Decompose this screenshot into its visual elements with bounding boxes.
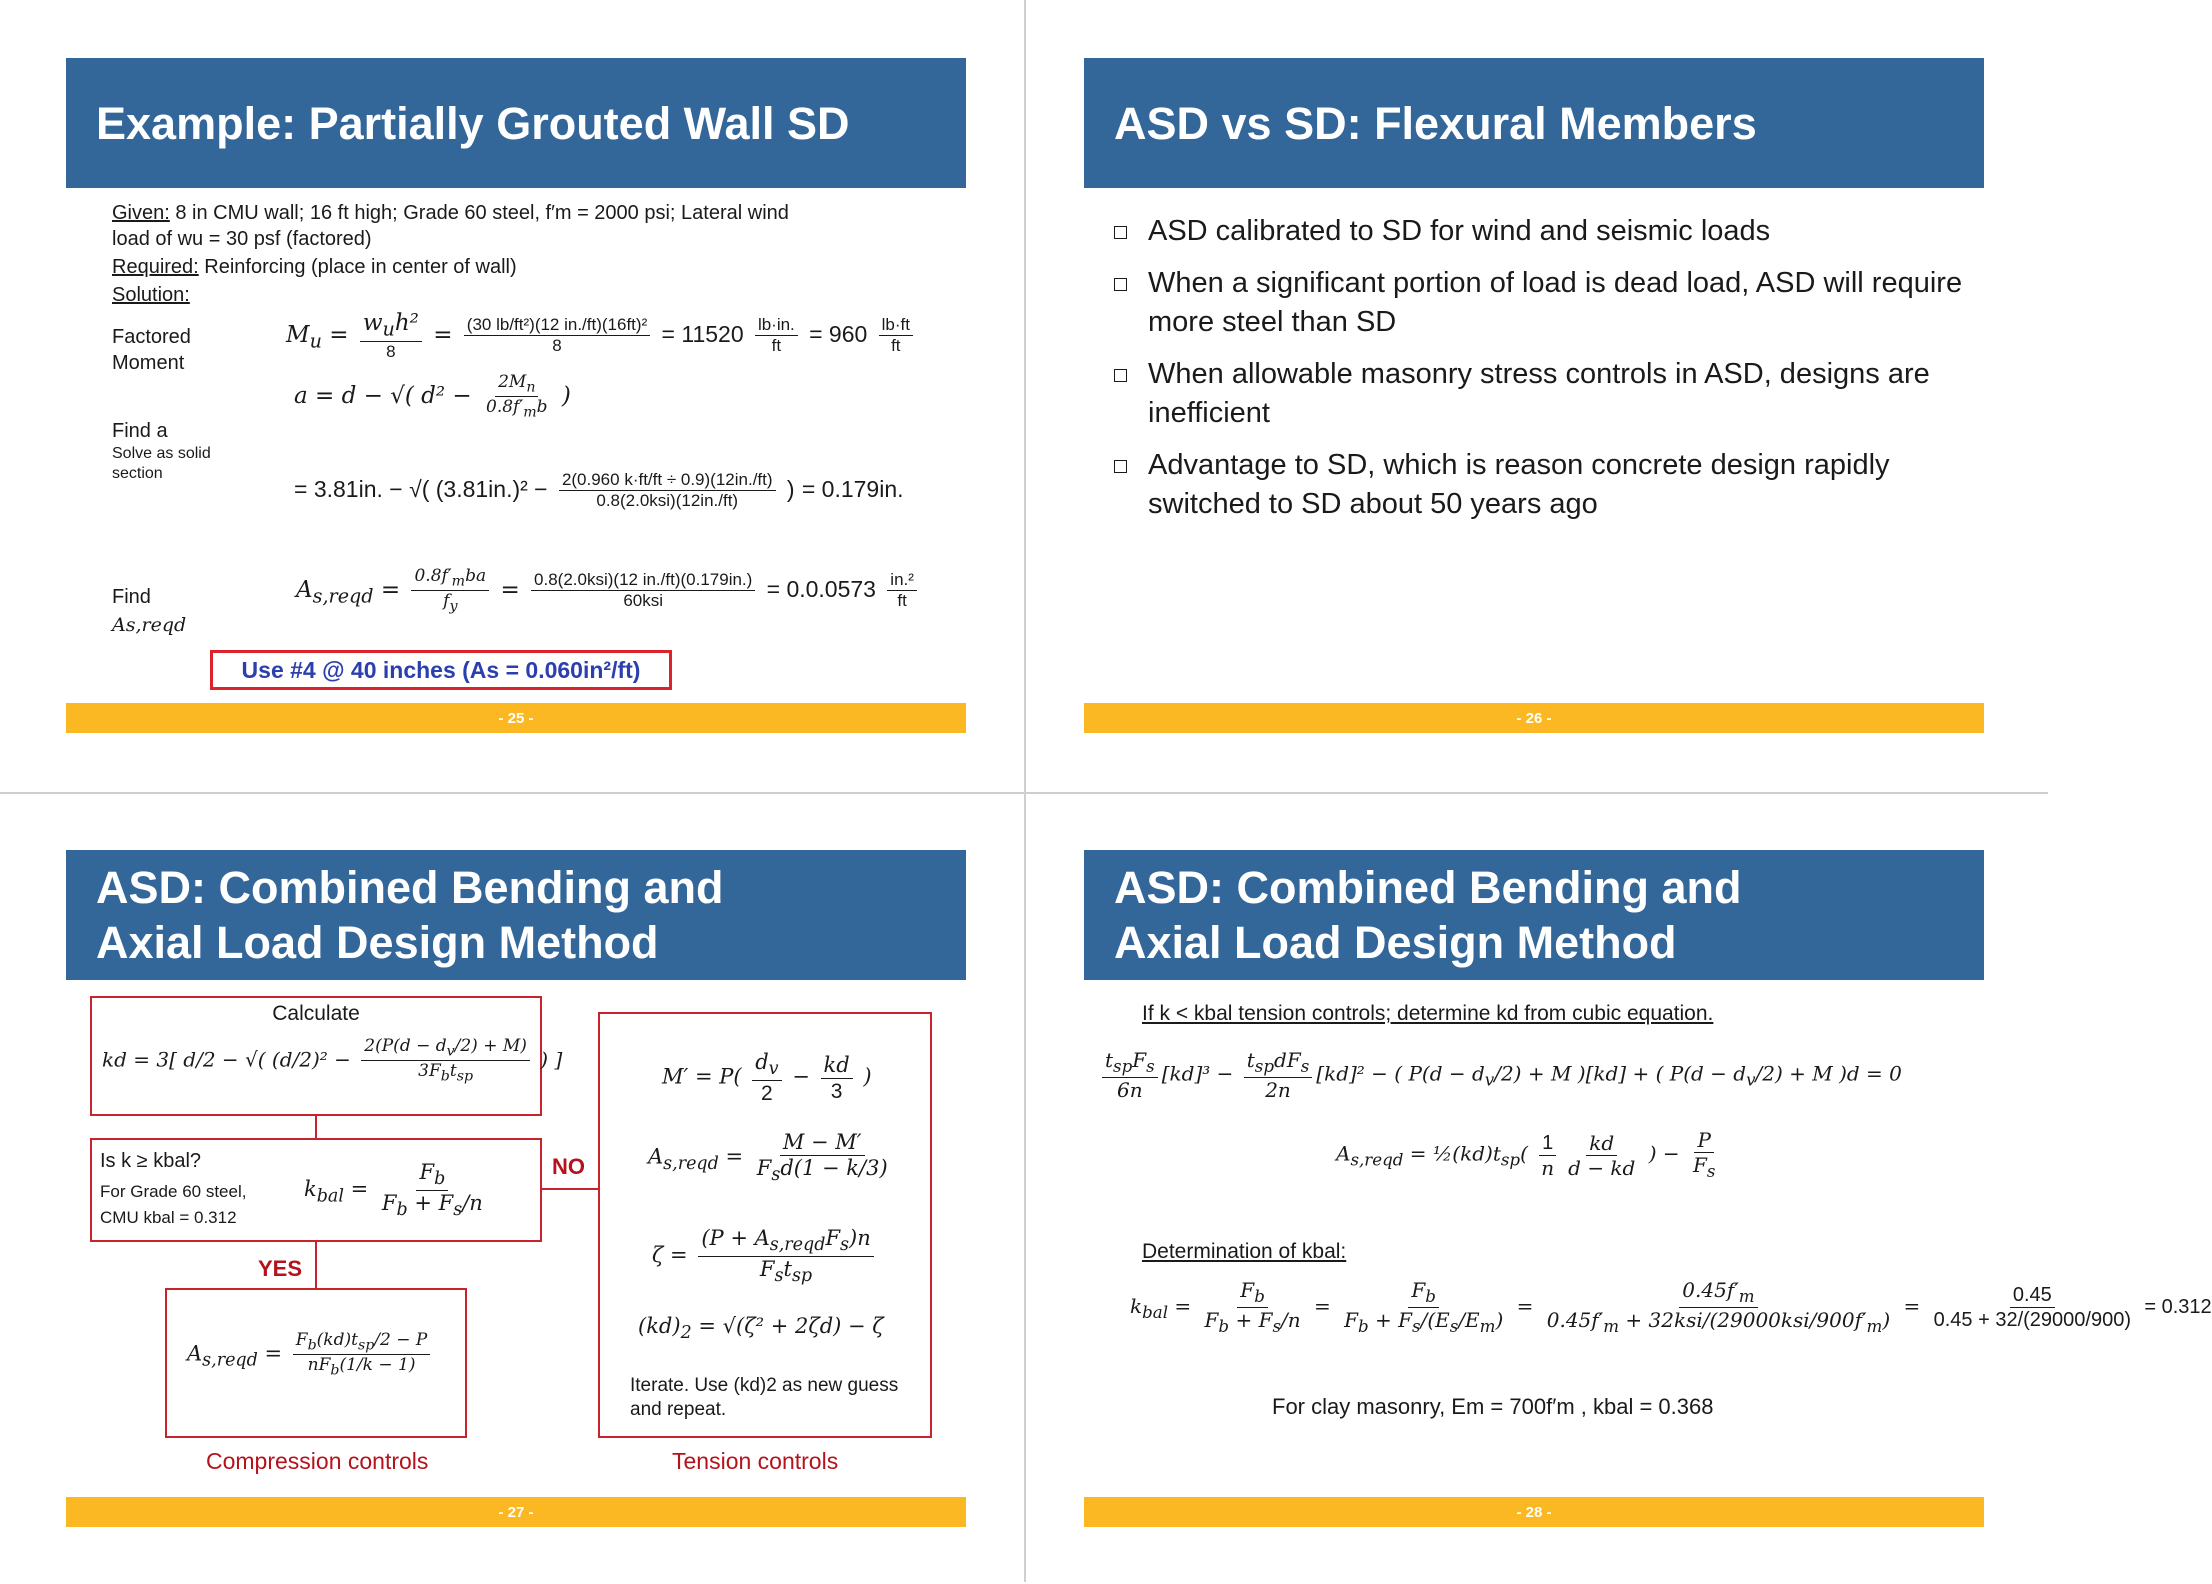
slide-25 [0, 0, 1022, 790]
check-box [90, 1138, 542, 1242]
cubic-equation: $\frac{t_{sp}F_s}{6n}$ [kd]³ − $\frac{t_{sp}dF_s}{2n}$ [kd]² − ( $P(d - d_v/2) + M$ )[kd] + ( $P(d - d_v/2) + M$ )d = 0 [1098, 1048, 1902, 1102]
m-prime-equation: M′ = P( $\frac{d_v}{2}$ − $\frac{kd}{3}$ ) [662, 1050, 872, 1106]
bullet-item [1110, 446, 1990, 524]
required-label: Required: [112, 256, 199, 278]
a-equation: a = d − √( d² − $\frac{2M_n}{0.8f'_mb}$ ) [294, 372, 571, 421]
mu-equation: $M_u$ = $\frac{w_uh^2}{8}$ = $\frac{\text{(30 lb/ft²)(12 in./ft)(16ft)²}}{8}$ = 11520 $\frac{lb\cdot in.}{ft}$ = 960 $\frac{lb\cdot ft}{ft}$ [286, 310, 917, 362]
solve-note: Solve as solid section [112, 445, 211, 482]
given-text-2: load of wu = 30 psf (factored) [112, 228, 372, 250]
kbal-result: = 0.312 [2144, 1296, 2212, 1318]
bullet-item [1110, 212, 1990, 251]
arrow-down-1 [315, 1116, 317, 1138]
as-cubic-equation: $A_{s,reqd}$ = $\frac{1}{2}(kd)t_{sp}$( $\frac{1}{n}$ $\frac{kd}{d - kd}$ ) − $\frac{P}{F_s}$ [1336, 1128, 1716, 1181]
as-tension-equation: $A_{s,reqd}$ = $\frac{M - M'}{F_sd(1 - k/3)}$ [648, 1130, 888, 1186]
compression-caption: Compression controls [206, 1448, 429, 1474]
arrow-right [542, 1188, 598, 1190]
as-reqd-label: As,reqd [112, 614, 187, 636]
answer-box: Use #4 @ 40 inches (As = 0.060in²/ft) [210, 650, 672, 690]
factored-moment-label: Factored Moment [112, 326, 191, 374]
given-line [112, 200, 912, 226]
page-number: - 25 - [66, 703, 966, 733]
required-text: Reinforcing (place in center of wall) [204, 256, 517, 278]
no-label: NO [552, 1154, 585, 1179]
kd-equation: kd = 3[ d/2 − √( (d/2)² − $\frac{2(P(d - d_v/2) + M)}{3F_bt_{sp}}$ ) ] [102, 1036, 563, 1085]
check-note-2: CMU kbal = 0.312 [100, 1208, 237, 1227]
check-question: Is k ≥ kbal? [100, 1150, 202, 1172]
a-result: = 0.179in. [801, 475, 904, 502]
as-equation: $A_{s,reqd}$ = $\frac{0.8f'_mba}{f_y}$ = $\frac{\text{0.8(2.0ksi)(12 in./ft)(0.179in.)}}{\text{60ksi}}$ = 0.0.0573 $\frac{\text{in.²}}{ft}$ [296, 566, 921, 616]
find-a-label: Find a [112, 420, 168, 442]
iterate-note: Iterate. Use (kd)2 as new guess and repeat. [630, 1375, 899, 1420]
slide-title: ASD vs SD: Flexural Members [1084, 58, 1984, 188]
zeta-equation: ζ = $\frac{(P + A_{s,reqd}F_s)n}{F_st_{sp}}$ [652, 1226, 878, 1287]
as-result: = 0.0.0573 [766, 575, 876, 602]
bullet-text: Advantage to SD, which is reason concrete design rapidly switched to SD about 50 years ago [1148, 449, 1890, 520]
clay-note: For clay masonry, Em = 700f′m , kbal = 0.368 [1272, 1394, 1714, 1419]
bullet-text: ASD calibrated to SD for wind and seismic loads [1148, 215, 1771, 247]
bullet-item [1110, 264, 1990, 342]
calculate-box [90, 996, 563, 1116]
bullet-list [1110, 212, 1990, 537]
solution-label: Solution: [112, 284, 190, 306]
bullet-text: When a significant portion of load is dead load, ASD will require more steel than SD [1148, 267, 1963, 338]
cubic-heading: If k < kbal tension controls; determine kd from cubic equation. [1142, 1002, 1714, 1025]
calculate-label: Calculate [272, 1002, 360, 1025]
check-note-1: For Grade 60 steel, [100, 1182, 247, 1201]
given-label: Given: [112, 202, 170, 224]
page-number: - 26 - [1084, 703, 1984, 733]
kd2-equation: $(kd)_2 = √(\zeta^2 + 2\zeta d) - \zeta$ [638, 1314, 884, 1344]
required-line [112, 254, 517, 280]
kbal-heading: Determination of kbal: [1142, 1240, 1347, 1263]
bullet-text: When allowable masonry stress controls in ASD, designs are inefficient [1148, 358, 1930, 429]
checkbox-bullet-icon [1114, 369, 1127, 382]
slide-title: Example: Partially Grouted Wall SD [66, 58, 966, 188]
tension-box [598, 1012, 932, 1438]
checkbox-bullet-icon [1114, 278, 1127, 291]
compression-box [165, 1288, 467, 1438]
yes-label: YES [258, 1256, 303, 1281]
title-line-2: Axial Load Design Method [1114, 917, 1677, 968]
given-text: 8 in CMU wall; 16 ft high; Grade 60 steel, f′m = 2000 psi; Lateral wind [175, 202, 789, 224]
title-line-1: ASD: Combined Bending and [96, 862, 724, 913]
bullet-item [1110, 355, 1990, 433]
arrow-down-2 [315, 1242, 317, 1288]
a-substitution: = 3.81in. − √( (3.81in.)² − $\frac{2(0.960 k\cdot ft/ft \div 0.9)(12in./ft)}{\text{0.8(2.0ksi)(12in./ft)}}$ ) = 0.179in. [294, 470, 904, 511]
find-as-label: Find [112, 586, 151, 608]
slide-title [66, 850, 966, 980]
compression-equation: $A_{s,reqd}$ = $\frac{F_b(kd)t_{sp}/2 - P}{nF_b(1/k - 1)}$ [187, 1330, 434, 1380]
kbal-equation: $k_{bal}$ = $\frac{F_b}{F_b + F_s/n}$ [304, 1160, 483, 1221]
page-number: - 28 - [1084, 1497, 1984, 1527]
tension-caption: Tension controls [672, 1448, 839, 1474]
slide-27 [0, 794, 1022, 1584]
checkbox-bullet-icon [1114, 460, 1127, 473]
slide-28 [1026, 794, 2212, 1584]
checkbox-bullet-icon [1114, 226, 1127, 239]
title-line-2: Axial Load Design Method [96, 917, 659, 968]
title-line-1: ASD: Combined Bending and [1114, 862, 1742, 913]
mu-result: = 11520 [661, 320, 744, 347]
slide-title [1084, 850, 1984, 980]
kbal-derivation: $k_{bal}$ = $\frac{F_b}{F_b + F_s/n}$ = $\frac{F_b}{F_b + F_s/(E_s/E_m)}$ = $\frac{0.45f'_m}{0.45f'_m + 32ksi/(29000ksi/900f'_m)}$ = $\frac{0.45}{0.45 + 32/(29000/900)}$ = 0.312 [1130, 1278, 2212, 1336]
page-number: - 27 - [66, 1497, 966, 1527]
mu-result-2: = 960 [809, 320, 868, 347]
